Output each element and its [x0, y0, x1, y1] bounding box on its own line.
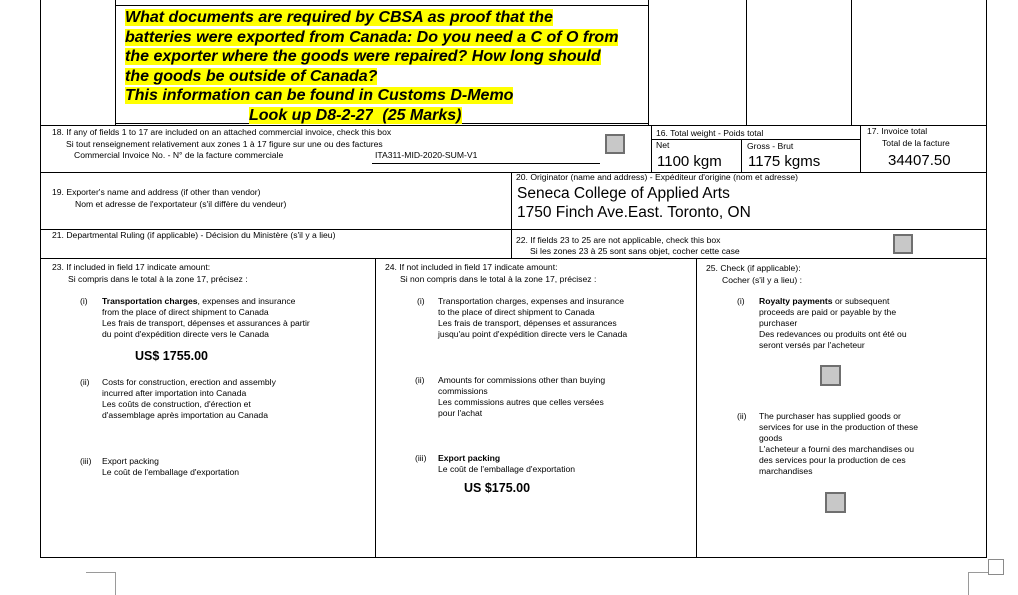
highlight-note: [125, 8, 645, 125]
field21-label: 21. Departmental Ruling (if applicable) - Décision du Ministère (s'il y a lieu): [52, 230, 336, 240]
purchaser-supplied-checkbox[interactable]: [825, 492, 846, 513]
field17-label-fr: Total de la facture: [882, 138, 950, 148]
field23-item-ii: Costs for construction, erection and assembly incurred after importation into Canada Les coûts de construction, d'érection et d'assemblage après importation au Canada: [102, 377, 276, 420]
note-line: the goods be outside of Canada?: [125, 67, 378, 85]
item-number: (iii): [80, 456, 92, 466]
note-line: What documents are required by CBSA as proof that the: [125, 9, 553, 26]
field18-label: 18. If any of fields 1 to 17 are included on an attached commercial invoice, check this box: [52, 127, 392, 137]
note-line: the exporter where the goods were repaired? How long should: [125, 48, 601, 65]
gross-weight-value: 1175 kgms: [748, 153, 821, 170]
marks-text: (25 Marks): [382, 106, 462, 124]
field19-label: 19. Exporter's name and address (if other than vendor): [52, 187, 261, 197]
field23-item-i: Transportation charges, expenses and insurance from the place of direct shipment to Canada Les frais de transport, dépenses et assurances à partir du point d'expédition directe vers le Canada: [102, 296, 310, 339]
transport-charges-bold: Transportation charges: [102, 296, 198, 306]
page-corner-mark: [86, 572, 116, 595]
item-number: (ii): [737, 411, 747, 421]
field25-item-ii: The purchaser has supplied goods or services for use in the production of these goods L'acheteur a fourni des marchandises ou des services pour la production de ces marchandises: [759, 411, 919, 476]
export-packing-bold: Export packing: [438, 453, 501, 463]
field20-label: 20. Originator (name and address) - Expéditeur d'origine (nom et adresse): [516, 172, 799, 182]
field25-label-fr: Cocher (s'il y a lieu) :: [722, 275, 802, 285]
field24-item-ii: Amounts for commissions other than buying commissions Les commissions autres que celles versées pour l'achat: [438, 375, 606, 418]
item-number: (ii): [80, 377, 90, 387]
item-number: (i): [737, 296, 745, 306]
field23-label-fr: Si compris dans le total à la zone 17, précisez :: [68, 274, 248, 284]
net-label: Net: [656, 140, 670, 150]
gross-label: Gross - Brut: [747, 141, 794, 151]
field17-label: 17. Invoice total: [867, 126, 928, 136]
note-line: batteries were exported from Canada: Do you need a C of O from: [125, 28, 619, 46]
item-number: (i): [417, 296, 425, 306]
field16-label: 16. Total weight - Poids total: [656, 128, 764, 138]
originator-address: 1750 Finch Ave.East. Toronto, ON: [517, 204, 751, 221]
royalty-payments-bold: Royalty payments: [759, 296, 833, 306]
field23-item-iii: Export packing Le coût de l'emballage d'exportation: [102, 456, 240, 477]
field19-label-fr: Nom et adresse de l'exportateur (s'il diffère du vendeur): [75, 199, 287, 209]
field25-item-i: Royalty payments or subsequent proceeds are paid or payable by the purchaser Des redevances ou produits ont été ou seront versés par l'acheteur: [759, 296, 907, 350]
field22-checkbox[interactable]: [893, 234, 913, 254]
page-corner-mark: [968, 572, 990, 595]
field24-label: 24. If not included in field 17 indicate amount:: [385, 262, 558, 272]
table-resize-handle[interactable]: [988, 559, 1004, 575]
field24-item-i: Transportation charges, expenses and insurance to the place of direct shipment to Canada Les frais de transport, dépenses et assurances jusqu'au point d'expédition directe vers le Canada: [438, 296, 628, 339]
lookup-text: Look up D8-2-27: [249, 106, 374, 124]
field24-export-packing-amount: US $175.00: [464, 481, 531, 495]
field18-label-fr: Si tout renseignement relativement aux zones 1 à 17 figure sur une ou des factures: [66, 139, 383, 149]
royalty-checkbox[interactable]: [820, 365, 841, 386]
field25-label: 25. Check (if applicable):: [706, 263, 801, 273]
note-line: This information can be found in Customs D-Memo: [125, 87, 514, 104]
field24-label-fr: Si non compris dans le total à la zone 17, précisez :: [400, 274, 597, 284]
item-number: (ii): [415, 375, 425, 385]
net-weight-value: 1100 kgm: [657, 153, 722, 170]
invoice-total-value: 34407.50: [888, 152, 951, 169]
originator-name: Seneca College of Applied Arts: [517, 185, 730, 202]
field22-label: 22. If fields 23 to 25 are not applicable, check this box: [516, 235, 721, 245]
field18-checkbox[interactable]: [605, 134, 625, 154]
field24-item-iii: Export packing Le coût de l'emballage d'exportation: [438, 453, 576, 474]
item-number: (iii): [415, 453, 427, 463]
invoice-number: ITA311-MID-2020-SUM-V1: [375, 150, 478, 160]
field22-label-fr: Si les zones 23 à 25 sont sans objet, cocher cette case: [530, 246, 740, 256]
commercial-invoice-label: Commercial Invoice No. - N° de la facture commerciale: [74, 150, 284, 160]
item-number: (i): [80, 296, 88, 306]
field23-transport-amount: US$ 1755.00: [135, 349, 208, 363]
field23-label: 23. If included in field 17 indicate amount:: [52, 262, 211, 272]
